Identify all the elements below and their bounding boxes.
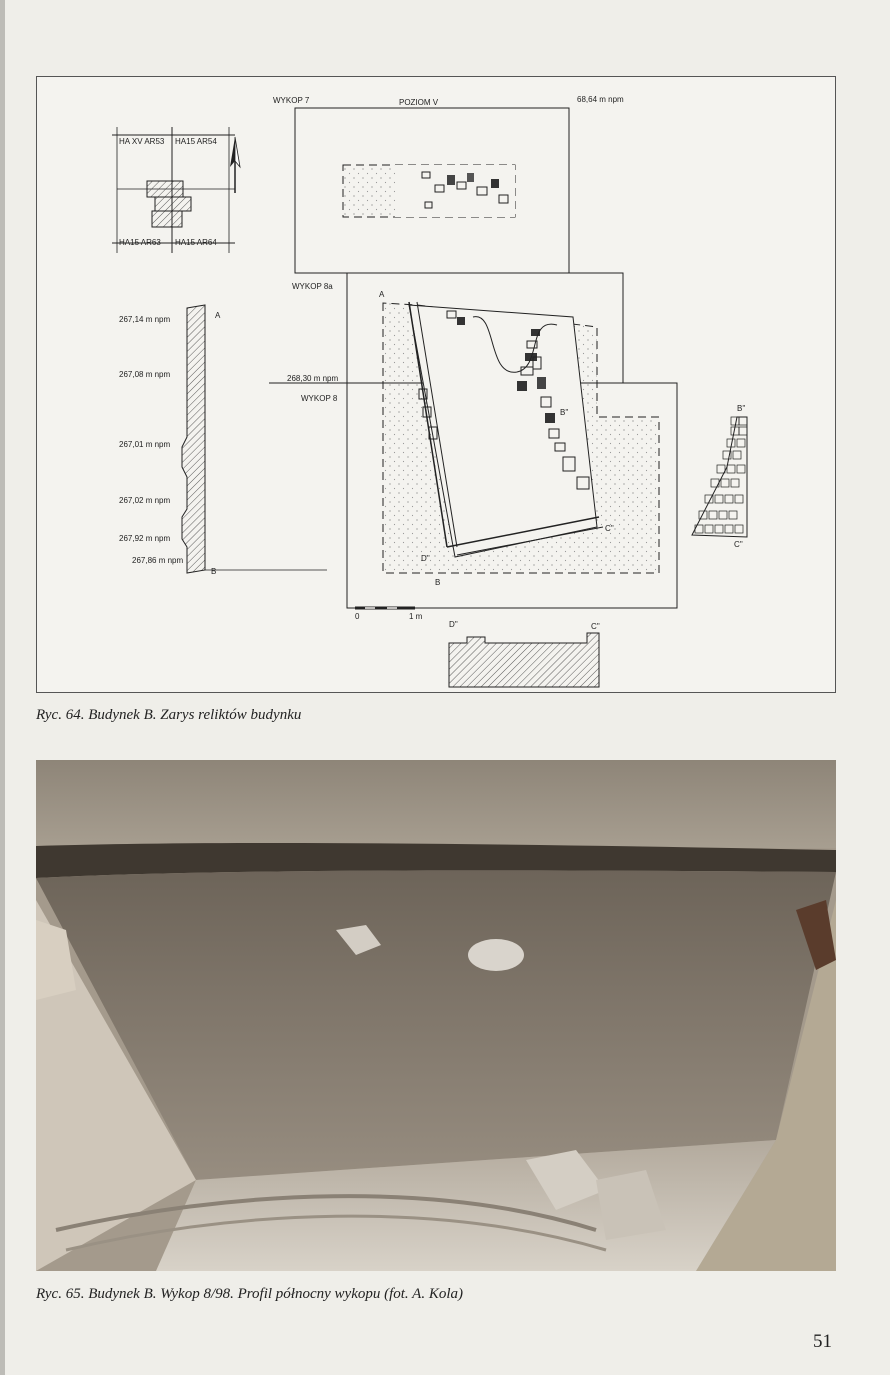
profile-elev-3: 267,01 m npm — [119, 440, 171, 449]
plan-point-b2: B'' — [560, 408, 569, 417]
figure-65-caption: Ryc. 65. Budynek B. Wykop 8/98. Profil północny wykopu (fot. A. Kola) — [36, 1286, 463, 1302]
figure-65-photo — [36, 760, 836, 1271]
page-edge-shadow — [0, 0, 5, 1375]
profile-point-b: B — [211, 567, 217, 576]
elevation-8-label: 268,30 m npm — [287, 374, 339, 383]
profile-elev-6: 267,86 m npm — [132, 556, 184, 565]
trench-7 — [273, 95, 624, 273]
profile-elev-2: 267,08 m npm — [119, 370, 171, 379]
trench-8 — [269, 273, 677, 608]
trench8-label: WYKOP 8 — [301, 394, 338, 403]
level-label: POZIOM V — [399, 98, 439, 107]
grid-label-4: HA15 AR64 — [175, 238, 217, 247]
plan-point-c2: C'' — [605, 524, 614, 533]
elevation-point-b2: B'' — [737, 404, 746, 413]
section-point-d2: D'' — [449, 620, 458, 629]
profile-point-a: A — [215, 311, 221, 320]
grid-label-1: HA XV AR53 — [119, 137, 165, 146]
grid-label-2: HA15 AR54 — [175, 137, 217, 146]
profile-elev-4: 267,02 m npm — [119, 496, 171, 505]
grid-location-map — [112, 127, 240, 253]
scale-zero: 0 — [355, 612, 360, 621]
scale-bar — [355, 608, 423, 621]
profile-elev-1: 267,14 m npm — [119, 315, 171, 324]
elevation-top-label: 68,64 m npm — [577, 95, 624, 104]
plan-point-a: A — [379, 290, 385, 299]
figure-64-plan — [36, 76, 836, 693]
trench7-label: WYKOP 7 — [273, 96, 310, 105]
profile-a-b — [119, 305, 327, 576]
profile-elev-5: 267,92 m npm — [119, 534, 171, 543]
plan-point-b: B — [435, 578, 441, 587]
plan-point-d2: D'' — [421, 554, 430, 563]
north-arrow-icon — [230, 137, 240, 193]
figure-64-caption: Ryc. 64. Budynek B. Zarys reliktów budynku — [36, 707, 302, 723]
grid-label-3: HA15 AR63 — [119, 238, 161, 247]
elevation-point-c2: C'' — [734, 540, 743, 549]
page-number: 51 — [813, 1331, 832, 1352]
section-d-c — [449, 620, 600, 687]
section-point-c2: C'' — [591, 622, 600, 631]
scale-one-m: 1 m — [409, 612, 423, 621]
trench8a-label: WYKOP 8a — [292, 282, 333, 291]
wall-elevation — [692, 404, 747, 549]
